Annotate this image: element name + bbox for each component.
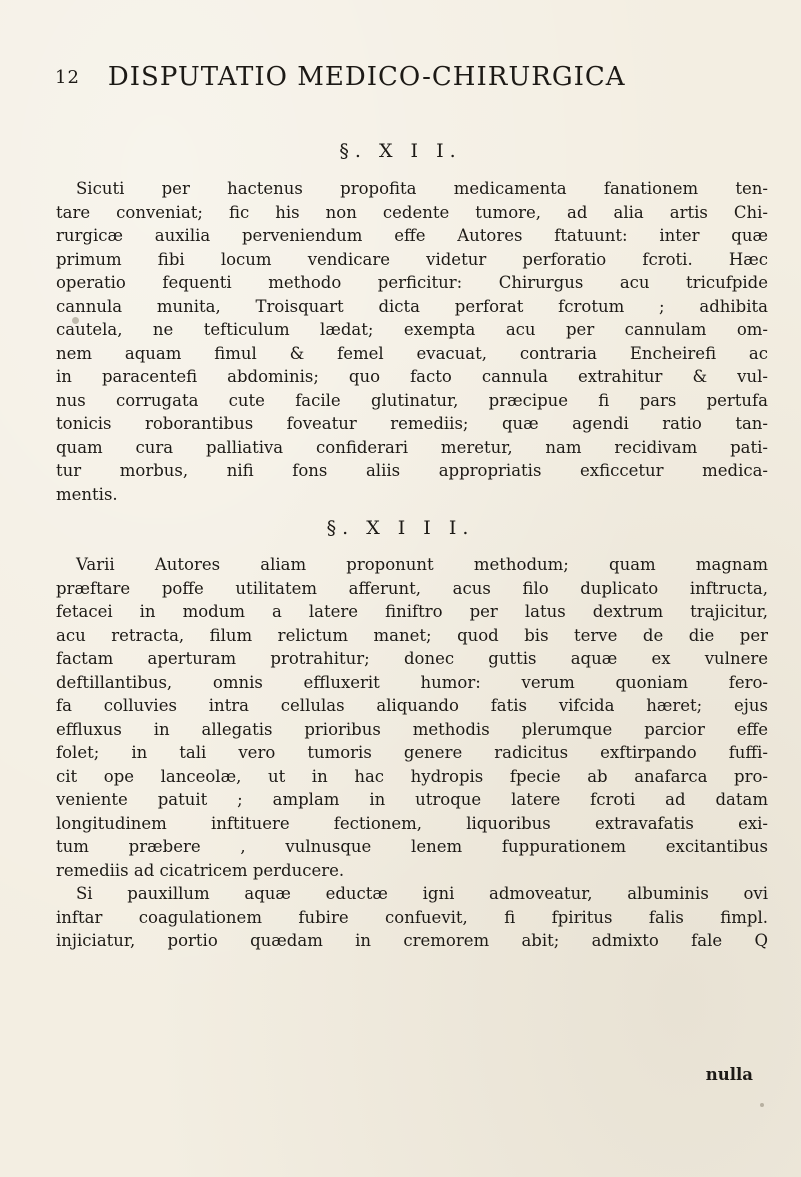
text-line: folet; in tali vero tumoris genere radicitus exftirpando fuffi-: [56, 743, 768, 762]
text-line: longitudinem inftituere fectionem, liquoribus extravafatis exi-: [56, 813, 768, 833]
section-heading-13: §. X I I I.: [326, 517, 475, 539]
running-head: [55, 62, 755, 102]
text-line: rurgicæ auxilia perveniendum effe Autores ftatuunt: inter quæ: [56, 226, 768, 245]
text-line: inftar coagulationem fubire confuevit, fi fpiritus falis fimpl.: [56, 907, 768, 927]
text-line: nus corrugata cute facile glutinatur, præcipue fi pars pertufa: [56, 390, 768, 410]
text-line: Sicuti per hactenus propofita medicamenta fanationem ten-: [76, 179, 768, 198]
text-line: veniente patuit ; amplam in utroque latere fcroti ad datam: [56, 790, 768, 809]
text-line: quam cura palliativa confiderari meretur, nam recidivam pati-: [56, 437, 768, 457]
text-line: tur morbus, nifi fons aliis appropriatis exficcetur medica-: [56, 461, 768, 480]
text-line: Si pauxillum aquæ eductæ igni admoveatur, albuminis ovi: [76, 884, 768, 903]
text-line: tare conveniat; fic his non cedente tumore, ad alia artis Chi-: [56, 202, 768, 222]
ink-spot: [72, 317, 79, 324]
text-line: primum fibi locum vendicare videtur perforatio fcroti. Hæc: [56, 249, 768, 269]
section-heading-12: §. X I I.: [339, 140, 462, 162]
page-number: 12: [55, 67, 80, 88]
catchword: nulla: [705, 1065, 753, 1084]
text-line: acu retracta, filum relictum manet; quod bis terve de die per: [56, 625, 768, 645]
text-line: cautela, ne tefticulum lædat; exempta acu per cannulam om-: [56, 320, 768, 339]
section-13-text: [56, 553, 768, 953]
text-line: effluxus in allegatis prioribus methodis plerumque parcior effe: [56, 719, 768, 739]
text-line: Varii Autores aliam proponunt methodum; quam magnam: [76, 555, 768, 574]
text-line: cannula munita, Troisquart dicta perforat fcrotum ; adhibita: [56, 296, 768, 316]
text-line: tum præbere , vulnusque lenem fuppurationem excitantibus: [56, 837, 768, 856]
text-line: præftare poffe utilitatem afferunt, acus filo duplicato inftructa,: [56, 578, 768, 598]
text-line: operatio fequenti methodo perficitur: Chirurgus acu tricufpide: [56, 273, 768, 292]
text-line: nem aquam fimul & femel evacuat, contraria Encheirefi ac: [56, 343, 768, 363]
text-line: factam aperturam protrahitur; donec guttis aquæ ex vulnere: [56, 649, 768, 668]
text-line: mentis.: [56, 484, 118, 504]
text-line: fetacei in modum a latere finiftro per latus dextrum trajicitur,: [56, 602, 768, 621]
ink-spot: [760, 1103, 764, 1107]
text-line: tonicis roborantibus foveatur remediis; quæ agendi ratio tan-: [56, 414, 768, 433]
section-12-text: [56, 177, 768, 506]
text-line: deftillantibus, omnis effluxerit humor: verum quoniam fero-: [56, 672, 768, 692]
text-line: fa colluvies intra cellulas aliquando fatis vifcida hæret; ejus: [56, 696, 768, 715]
text-line: remediis ad cicatricem perducere.: [56, 860, 345, 880]
text-line: injiciatur, portio quædam in cremorem abit; admixto fale Q: [56, 931, 768, 950]
text-line: cit ope lanceolæ, ut in hac hydropis fpecie ab anafarca pro-: [56, 766, 768, 786]
text-line: in paracentefi abdominis; quo facto cannula extrahitur & vul-: [56, 367, 768, 386]
running-title: DISPUTATIO MEDICO-CHIRURGICA: [107, 62, 626, 92]
